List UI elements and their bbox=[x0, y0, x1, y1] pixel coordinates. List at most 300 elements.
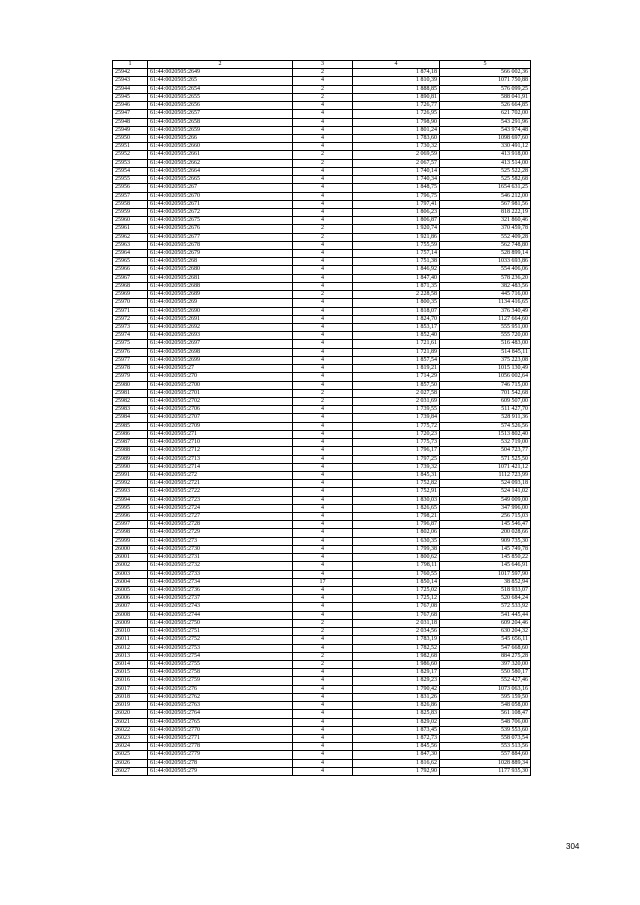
table-cell: 61:44:0020505:2755 bbox=[148, 660, 293, 668]
table-cell: 61:44:0020505:2709 bbox=[148, 422, 293, 430]
table-cell: 562 748,80 bbox=[440, 241, 531, 249]
table-cell: 25983 bbox=[113, 406, 148, 414]
table-cell: 61:44:0020505:279 bbox=[148, 767, 293, 775]
table-cell: 4 bbox=[293, 759, 353, 767]
table-row bbox=[113, 134, 531, 142]
table-row bbox=[113, 587, 531, 595]
table-cell: 1 871,35 bbox=[353, 282, 440, 290]
table-cell: 4 bbox=[293, 110, 353, 118]
table-cell: 25975 bbox=[113, 340, 148, 348]
table-cell: 17 bbox=[293, 578, 353, 586]
table-cell: 1 740,34 bbox=[353, 176, 440, 184]
table-row bbox=[113, 258, 531, 266]
table-row bbox=[113, 274, 531, 282]
table-cell: 1 890,81 bbox=[353, 93, 440, 101]
table-cell: 4 bbox=[293, 669, 353, 677]
table-cell: 375 223,08 bbox=[440, 356, 531, 364]
table-cell: 61:44:0020505:2698 bbox=[148, 348, 293, 356]
table-cell: 4 bbox=[293, 726, 353, 734]
table-cell: 61:44:0020505:2758 bbox=[148, 669, 293, 677]
table-cell: 578 236,20 bbox=[440, 274, 531, 282]
table-cell: 25943 bbox=[113, 77, 148, 85]
table-cell: 1 852,40 bbox=[353, 332, 440, 340]
table-cell: 145 850,22 bbox=[440, 554, 531, 562]
table-cell: 4 bbox=[293, 480, 353, 488]
table-cell: 1 874,18 bbox=[353, 69, 440, 77]
table-cell: 347 996,00 bbox=[440, 504, 531, 512]
table-cell: 4 bbox=[293, 134, 353, 142]
table-cell: 413 918,00 bbox=[440, 151, 531, 159]
table-cell: 25987 bbox=[113, 439, 148, 447]
table-cell: 61:44:0020505:2699 bbox=[148, 356, 293, 364]
table-row bbox=[113, 595, 531, 603]
table-cell: 25947 bbox=[113, 110, 148, 118]
table-cell: 25980 bbox=[113, 381, 148, 389]
table-cell: 549 009,00 bbox=[440, 496, 531, 504]
table-cell: 25986 bbox=[113, 430, 148, 438]
table-cell: 25993 bbox=[113, 488, 148, 496]
table-cell: 25949 bbox=[113, 126, 148, 134]
table-cell: 4 bbox=[293, 496, 353, 504]
table-cell: 2 bbox=[293, 159, 353, 167]
table-body bbox=[113, 69, 531, 776]
table-cell: 4 bbox=[293, 677, 353, 685]
table-cell: 588 041,91 bbox=[440, 93, 531, 101]
table-row bbox=[113, 710, 531, 718]
table-cell: 25994 bbox=[113, 496, 148, 504]
header-row bbox=[113, 61, 531, 69]
table-cell: 1073 063,16 bbox=[440, 685, 531, 693]
table-cell: 25951 bbox=[113, 143, 148, 151]
table-cell: 1 797,41 bbox=[353, 200, 440, 208]
table-cell: 4 bbox=[293, 521, 353, 529]
table-cell: 26026 bbox=[113, 759, 148, 767]
table-row bbox=[113, 562, 531, 570]
table-cell: 61:44:0020505:2722 bbox=[148, 488, 293, 496]
table-row bbox=[113, 85, 531, 93]
table-cell: 61:44:0020505:2754 bbox=[148, 652, 293, 660]
table-cell: 61:44:0020505:2771 bbox=[148, 734, 293, 742]
table-row bbox=[113, 545, 531, 553]
table-row bbox=[113, 644, 531, 652]
table-cell: 4 bbox=[293, 471, 353, 479]
table-cell: 61:44:0020505:2657 bbox=[148, 110, 293, 118]
table-cell: 4 bbox=[293, 570, 353, 578]
table-cell: 511 427,70 bbox=[440, 406, 531, 414]
table-cell: 546 212,00 bbox=[440, 192, 531, 200]
table-row bbox=[113, 233, 531, 241]
table-cell: 4 bbox=[293, 324, 353, 332]
table-cell: 1 775,73 bbox=[353, 439, 440, 447]
table-cell: 26012 bbox=[113, 644, 148, 652]
table-row bbox=[113, 734, 531, 742]
table-cell: 61:44:0020505:2753 bbox=[148, 644, 293, 652]
table-row bbox=[113, 118, 531, 126]
table-cell: 61:44:0020505:266 bbox=[148, 134, 293, 142]
table-cell: 25946 bbox=[113, 102, 148, 110]
table-cell: 1 796,17 bbox=[353, 447, 440, 455]
table-cell: 2 031,69 bbox=[353, 397, 440, 405]
table-cell: 4 bbox=[293, 554, 353, 562]
table-cell: 61:44:0020505:2751 bbox=[148, 628, 293, 636]
table-cell: 1 845,56 bbox=[353, 743, 440, 751]
table-cell: 4 bbox=[293, 587, 353, 595]
table-cell: 25978 bbox=[113, 365, 148, 373]
table-cell: 1 830,03 bbox=[353, 496, 440, 504]
table-cell: 26016 bbox=[113, 677, 148, 685]
table-cell: 25966 bbox=[113, 266, 148, 274]
table-cell: 1015 130,49 bbox=[440, 365, 531, 373]
table-cell: 25971 bbox=[113, 307, 148, 315]
table-cell: 25954 bbox=[113, 167, 148, 175]
table-cell: 61:44:0020505:2654 bbox=[148, 85, 293, 93]
table-cell: 1 798,21 bbox=[353, 513, 440, 521]
table-cell: 61:44:0020505:2656 bbox=[148, 102, 293, 110]
table-cell: 4 bbox=[293, 545, 353, 553]
table-cell: 25953 bbox=[113, 159, 148, 167]
table-cell: 25961 bbox=[113, 225, 148, 233]
table-cell: 1 797,25 bbox=[353, 455, 440, 463]
table-cell: 550 580,17 bbox=[440, 669, 531, 677]
table-row bbox=[113, 69, 531, 77]
table-cell: 1 757,14 bbox=[353, 250, 440, 258]
table-cell: 25968 bbox=[113, 282, 148, 290]
table-cell: 61:44:0020505:2688 bbox=[148, 282, 293, 290]
table-row bbox=[113, 537, 531, 545]
table-cell: 4 bbox=[293, 529, 353, 537]
table-cell: 543 291,96 bbox=[440, 118, 531, 126]
table-cell: 61:44:0020505:2721 bbox=[148, 480, 293, 488]
cadastral-value-table bbox=[112, 60, 531, 776]
table-row bbox=[113, 767, 531, 775]
table-cell: 701 542,68 bbox=[440, 389, 531, 397]
table-cell: 1 816,62 bbox=[353, 759, 440, 767]
table-cell: 61:44:0020505:2677 bbox=[148, 233, 293, 241]
table-cell: 1 796,87 bbox=[353, 521, 440, 529]
table-cell: 26004 bbox=[113, 578, 148, 586]
table-cell: 4 bbox=[293, 332, 353, 340]
table-cell: 572 533,92 bbox=[440, 603, 531, 611]
table-cell: 4 bbox=[293, 126, 353, 134]
table-cell: 61:44:0020505:2690 bbox=[148, 307, 293, 315]
table-cell: 1112 723,99 bbox=[440, 471, 531, 479]
table-cell: 26010 bbox=[113, 628, 148, 636]
table-cell: 1 751,38 bbox=[353, 258, 440, 266]
table-cell: 2 067,57 bbox=[353, 159, 440, 167]
table-cell: 524 093,18 bbox=[440, 480, 531, 488]
table-cell: 2 069,59 bbox=[353, 151, 440, 159]
table-cell: 4 bbox=[293, 595, 353, 603]
table-cell: 26005 bbox=[113, 587, 148, 595]
table-cell: 256 715,03 bbox=[440, 513, 531, 521]
table-cell: 4 bbox=[293, 299, 353, 307]
table-row bbox=[113, 225, 531, 233]
table-cell: 61:44:0020505:2658 bbox=[148, 118, 293, 126]
table-cell: 25984 bbox=[113, 414, 148, 422]
table-cell: 4 bbox=[293, 381, 353, 389]
table-row bbox=[113, 702, 531, 710]
table-cell: 38 852,94 bbox=[440, 578, 531, 586]
table-cell: 61:44:0020505:2762 bbox=[148, 693, 293, 701]
table-cell: 2 bbox=[293, 660, 353, 668]
table-cell: 1 730,32 bbox=[353, 143, 440, 151]
table-cell: 61:44:0020505:2759 bbox=[148, 677, 293, 685]
table-row bbox=[113, 603, 531, 611]
table-cell: 25959 bbox=[113, 208, 148, 216]
header-cell: 1 bbox=[113, 61, 148, 69]
table-cell: 524 141,02 bbox=[440, 488, 531, 496]
table-row bbox=[113, 208, 531, 216]
table-cell: 4 bbox=[293, 463, 353, 471]
table-cell: 4 bbox=[293, 258, 353, 266]
table-cell: 26011 bbox=[113, 636, 148, 644]
table-row bbox=[113, 677, 531, 685]
table-cell: 1 826,86 bbox=[353, 702, 440, 710]
table-cell: 1 726,95 bbox=[353, 110, 440, 118]
table-row bbox=[113, 397, 531, 405]
table-cell: 1 920,74 bbox=[353, 225, 440, 233]
table-cell: 61:44:0020505:2744 bbox=[148, 611, 293, 619]
table-cell: 909 735,30 bbox=[440, 537, 531, 545]
table-cell: 1017 597,90 bbox=[440, 570, 531, 578]
table-cell: 26008 bbox=[113, 611, 148, 619]
table-cell: 541 445,44 bbox=[440, 611, 531, 619]
table-cell: 518 933,07 bbox=[440, 587, 531, 595]
table-cell: 1 847,40 bbox=[353, 274, 440, 282]
table-cell: 2 034,56 bbox=[353, 628, 440, 636]
table-cell: 4 bbox=[293, 274, 353, 282]
table-cell: 26018 bbox=[113, 693, 148, 701]
table-cell: 1 825,83 bbox=[353, 710, 440, 718]
table-cell: 818 222,19 bbox=[440, 208, 531, 216]
table-cell: 1 824,70 bbox=[353, 315, 440, 323]
table-row bbox=[113, 521, 531, 529]
table-cell: 525 582,68 bbox=[440, 176, 531, 184]
table-cell: 4 bbox=[293, 636, 353, 644]
table-cell: 145 646,91 bbox=[440, 562, 531, 570]
table-cell: 61:44:0020505:2710 bbox=[148, 439, 293, 447]
table-row bbox=[113, 628, 531, 636]
table-cell: 884 275,28 bbox=[440, 652, 531, 660]
table-cell: 2 bbox=[293, 93, 353, 101]
table-row bbox=[113, 324, 531, 332]
table-cell: 1 760,55 bbox=[353, 570, 440, 578]
table-cell: 4 bbox=[293, 644, 353, 652]
table-row bbox=[113, 743, 531, 751]
table-cell: 4 bbox=[293, 537, 353, 545]
table-cell: 1 752,91 bbox=[353, 488, 440, 496]
table-cell: 514 845,11 bbox=[440, 348, 531, 356]
table-cell: 61:44:0020505:2730 bbox=[148, 545, 293, 553]
table-cell: 25992 bbox=[113, 480, 148, 488]
table-cell: 532 719,00 bbox=[440, 439, 531, 447]
table-cell: 25965 bbox=[113, 258, 148, 266]
table-cell: 26023 bbox=[113, 734, 148, 742]
table-cell: 61:44:0020505:2676 bbox=[148, 225, 293, 233]
table-cell: 1 800,62 bbox=[353, 554, 440, 562]
table-cell: 4 bbox=[293, 250, 353, 258]
table-cell: 25998 bbox=[113, 529, 148, 537]
table-cell: 4 bbox=[293, 718, 353, 726]
table-cell: 1 739,84 bbox=[353, 414, 440, 422]
table-cell: 61:44:0020505:2659 bbox=[148, 126, 293, 134]
table-cell: 746 715,00 bbox=[440, 381, 531, 389]
table-cell: 26014 bbox=[113, 660, 148, 668]
table-cell: 25958 bbox=[113, 200, 148, 208]
table-cell: 25988 bbox=[113, 447, 148, 455]
table-cell: 2 bbox=[293, 652, 353, 660]
table-cell: 61:44:0020505:2664 bbox=[148, 167, 293, 175]
table-cell: 4 bbox=[293, 685, 353, 693]
table-cell: 1 888,85 bbox=[353, 85, 440, 93]
table-cell: 1 850,14 bbox=[353, 578, 440, 586]
table-cell: 61:44:0020505:2665 bbox=[148, 176, 293, 184]
table-cell: 61:44:0020505:2692 bbox=[148, 324, 293, 332]
table-cell: 61:44:0020505:2724 bbox=[148, 504, 293, 512]
table-cell: 1 801,24 bbox=[353, 126, 440, 134]
table-cell: 25989 bbox=[113, 455, 148, 463]
table-cell: 61:44:0020505:2701 bbox=[148, 389, 293, 397]
table-cell: 1 739,55 bbox=[353, 406, 440, 414]
table-row bbox=[113, 126, 531, 134]
table-row bbox=[113, 184, 531, 192]
table-cell: 1 802,06 bbox=[353, 529, 440, 537]
header-cell: 4 bbox=[353, 61, 440, 69]
table-cell: 61:44:0020505:2649 bbox=[148, 69, 293, 77]
table-cell: 552 427,46 bbox=[440, 677, 531, 685]
table-cell: 61:44:0020505:2727 bbox=[148, 513, 293, 521]
table-cell: 1028 889,34 bbox=[440, 759, 531, 767]
table-cell: 554 406,06 bbox=[440, 266, 531, 274]
table-cell: 2 bbox=[293, 151, 353, 159]
table-cell: 26003 bbox=[113, 570, 148, 578]
table-cell: 26022 bbox=[113, 726, 148, 734]
table-cell: 4 bbox=[293, 307, 353, 315]
table-cell: 4 bbox=[293, 488, 353, 496]
table-cell: 61:44:0020505:2678 bbox=[148, 241, 293, 249]
table-cell: 595 159,50 bbox=[440, 693, 531, 701]
table-cell: 561 108,47 bbox=[440, 710, 531, 718]
table-cell: 370 459,78 bbox=[440, 225, 531, 233]
table-cell: 1177 935,30 bbox=[440, 767, 531, 775]
table-cell: 25967 bbox=[113, 274, 148, 282]
header-cell: 5 bbox=[440, 61, 531, 69]
table-row bbox=[113, 471, 531, 479]
table-cell: 1 798,11 bbox=[353, 562, 440, 570]
table-cell: 1 848,75 bbox=[353, 184, 440, 192]
table-row bbox=[113, 77, 531, 85]
table-cell: 4 bbox=[293, 373, 353, 381]
table-cell: 1 755,59 bbox=[353, 241, 440, 249]
table-row bbox=[113, 570, 531, 578]
table-row bbox=[113, 356, 531, 364]
table-cell: 25957 bbox=[113, 192, 148, 200]
table-cell: 61:44:0020505:2723 bbox=[148, 496, 293, 504]
table-cell: 4 bbox=[293, 102, 353, 110]
table-cell: 61:44:0020505:2671 bbox=[148, 200, 293, 208]
table-cell: 545 656,11 bbox=[440, 636, 531, 644]
table-cell: 2 bbox=[293, 397, 353, 405]
table-cell: 61:44:0020505:2693 bbox=[148, 332, 293, 340]
table-cell: 621 702,00 bbox=[440, 110, 531, 118]
table-cell: 61:44:0020505:2680 bbox=[148, 266, 293, 274]
table-cell: 4 bbox=[293, 743, 353, 751]
table-row bbox=[113, 529, 531, 537]
table-cell: 2 bbox=[293, 69, 353, 77]
table-cell: 26007 bbox=[113, 603, 148, 611]
table-cell: 630 204,32 bbox=[440, 628, 531, 636]
table-cell: 4 bbox=[293, 611, 353, 619]
table-cell: 330 491,12 bbox=[440, 143, 531, 151]
table-cell: 553 513,56 bbox=[440, 743, 531, 751]
table-cell: 61:44:0020505:2736 bbox=[148, 587, 293, 595]
table-cell: 1 800,35 bbox=[353, 299, 440, 307]
table-row bbox=[113, 217, 531, 225]
table-cell: 61:44:0020505:273 bbox=[148, 537, 293, 545]
table-cell: 61:44:0020505:2764 bbox=[148, 710, 293, 718]
table-cell: 1 819,21 bbox=[353, 365, 440, 373]
table-cell: 1 796,75 bbox=[353, 192, 440, 200]
table-cell: 1127 664,60 bbox=[440, 315, 531, 323]
table-cell: 1 829,02 bbox=[353, 718, 440, 726]
table-cell: 571 525,50 bbox=[440, 455, 531, 463]
page-number: 304 bbox=[566, 842, 580, 851]
table-cell: 4 bbox=[293, 118, 353, 126]
table-cell: 4 bbox=[293, 348, 353, 356]
table-cell: 1 982,68 bbox=[353, 652, 440, 660]
table-cell: 2 bbox=[293, 233, 353, 241]
table-cell: 4 bbox=[293, 414, 353, 422]
table-row bbox=[113, 578, 531, 586]
table-cell: 4 bbox=[293, 241, 353, 249]
table-row bbox=[113, 102, 531, 110]
table-cell: 4 bbox=[293, 208, 353, 216]
table-row bbox=[113, 636, 531, 644]
table-cell: 61:44:0020505:2691 bbox=[148, 315, 293, 323]
table-cell: 1 857,50 bbox=[353, 381, 440, 389]
table-cell: 25985 bbox=[113, 422, 148, 430]
table-row bbox=[113, 365, 531, 373]
table-cell: 4 bbox=[293, 200, 353, 208]
table-cell: 1 853,17 bbox=[353, 324, 440, 332]
table-cell: 26025 bbox=[113, 751, 148, 759]
table-row bbox=[113, 373, 531, 381]
table-cell: 25970 bbox=[113, 299, 148, 307]
table-cell: 61:44:0020505:265 bbox=[148, 77, 293, 85]
table-cell: 26017 bbox=[113, 685, 148, 693]
table-cell: 26019 bbox=[113, 702, 148, 710]
table-row bbox=[113, 726, 531, 734]
table-cell: 25955 bbox=[113, 176, 148, 184]
table-cell: 567 981,56 bbox=[440, 200, 531, 208]
table-row bbox=[113, 151, 531, 159]
table-cell: 25962 bbox=[113, 233, 148, 241]
table-row bbox=[113, 463, 531, 471]
table-row bbox=[113, 93, 531, 101]
table-row bbox=[113, 619, 531, 627]
table-cell: 4 bbox=[293, 734, 353, 742]
table-cell: 445 716,00 bbox=[440, 291, 531, 299]
table-cell: 1 857,54 bbox=[353, 356, 440, 364]
table-cell: 1 720,23 bbox=[353, 430, 440, 438]
table-cell: 4 bbox=[293, 143, 353, 151]
table-cell: 609 507,00 bbox=[440, 397, 531, 405]
table-row bbox=[113, 496, 531, 504]
table-cell: 4 bbox=[293, 751, 353, 759]
table-cell: 61:44:0020505:2763 bbox=[148, 702, 293, 710]
table-cell: 61:44:0020505:2689 bbox=[148, 291, 293, 299]
table-cell: 1 721,89 bbox=[353, 348, 440, 356]
